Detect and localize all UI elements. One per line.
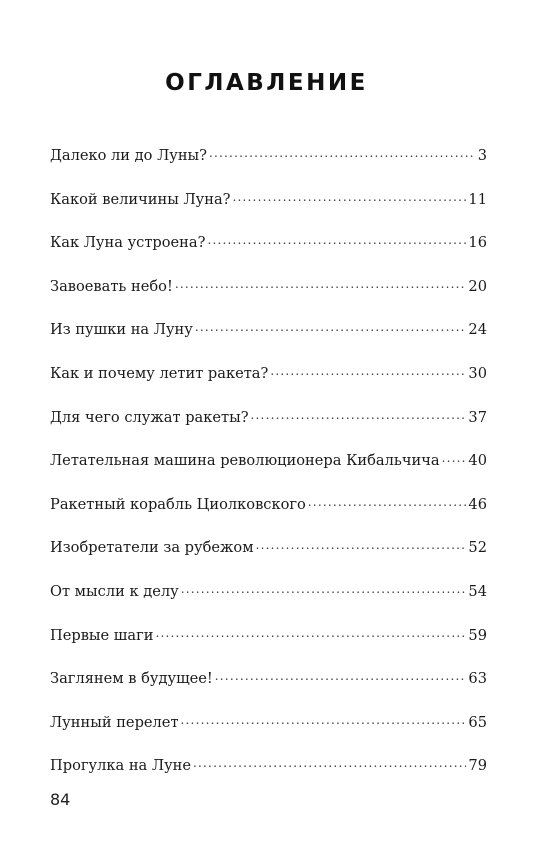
toc-entry <box>50 489 487 533</box>
toc-entry-title: Далеко ли до Луны? <box>50 147 207 164</box>
toc-entry <box>50 576 487 620</box>
toc-entry-title: Завоевать небо! <box>50 277 173 295</box>
toc-entry-title: Из пушки на Луну <box>50 321 193 339</box>
toc-entry <box>50 707 487 751</box>
toc-entry-page: 54 <box>468 582 487 600</box>
toc-entry-page: 16 <box>468 234 487 252</box>
toc-entry-page: 3 <box>477 147 487 164</box>
toc-entry-title: Лунный перелет <box>50 713 179 731</box>
toc-entry-page: 40 <box>468 452 487 470</box>
toc-entry-page: 20 <box>468 277 487 295</box>
toc-entry-title: Прогулка на Луне <box>50 757 192 775</box>
table-of-contents <box>50 140 487 794</box>
toc-entry <box>50 445 487 489</box>
toc-entry <box>50 620 487 664</box>
dot-leader <box>175 268 467 300</box>
toc-entry <box>50 140 487 184</box>
toc-entry-title: Ракетный корабль Циолковского <box>50 495 306 513</box>
toc-entry <box>50 750 487 794</box>
dot-leader <box>181 573 467 605</box>
toc-entry-page: 30 <box>468 364 487 382</box>
toc-entry-page: 46 <box>468 495 487 513</box>
dot-leader <box>193 747 466 779</box>
dot-leader <box>155 617 466 649</box>
dot-leader <box>308 486 467 518</box>
dot-leader <box>215 660 467 692</box>
toc-entry <box>50 227 487 271</box>
toc-entry-title: Как и почему летит ракета? <box>50 364 269 382</box>
dot-leader <box>195 311 467 343</box>
page-title: ОГЛАВЛЕНИЕ <box>165 70 368 96</box>
toc-entry-title: Первые шаги <box>50 626 154 644</box>
dot-leader <box>233 181 467 213</box>
dot-leader <box>181 704 467 736</box>
toc-entry <box>50 402 487 446</box>
dot-leader <box>251 399 467 431</box>
toc-entry-title: Для чего служат ракеты? <box>50 408 249 426</box>
dot-leader <box>207 224 466 256</box>
toc-entry <box>50 532 487 576</box>
dot-leader <box>256 529 467 561</box>
toc-entry-title: Как Луна устроена? <box>50 234 206 252</box>
toc-entry <box>50 314 487 358</box>
toc-entry-title: Летательная машина революционера Кибальчича <box>50 452 440 470</box>
dot-leader <box>270 355 466 387</box>
toc-entry <box>50 271 487 315</box>
toc-entry-title: Изобретатели за рубежом <box>50 539 254 557</box>
toc-entry-title: Заглянем в будущее! <box>50 670 213 688</box>
toc-entry <box>50 358 487 402</box>
page-number: 84 <box>50 790 71 809</box>
toc-entry-page: 63 <box>468 670 487 688</box>
toc-entry-page: 59 <box>468 626 487 644</box>
toc-entry-page: 37 <box>468 408 487 426</box>
dot-leader <box>209 137 476 169</box>
toc-entry-page: 11 <box>468 190 487 208</box>
toc-entry <box>50 663 487 707</box>
dot-leader <box>442 442 467 474</box>
toc-entry-page: 79 <box>468 757 487 775</box>
toc-entry-title: От мысли к делу <box>50 582 179 600</box>
toc-entry-page: 52 <box>468 539 487 557</box>
toc-entry-page: 24 <box>468 321 487 339</box>
toc-entry <box>50 184 487 228</box>
toc-entry-page: 65 <box>468 713 487 731</box>
toc-entry-title: Какой величины Луна? <box>50 190 231 208</box>
